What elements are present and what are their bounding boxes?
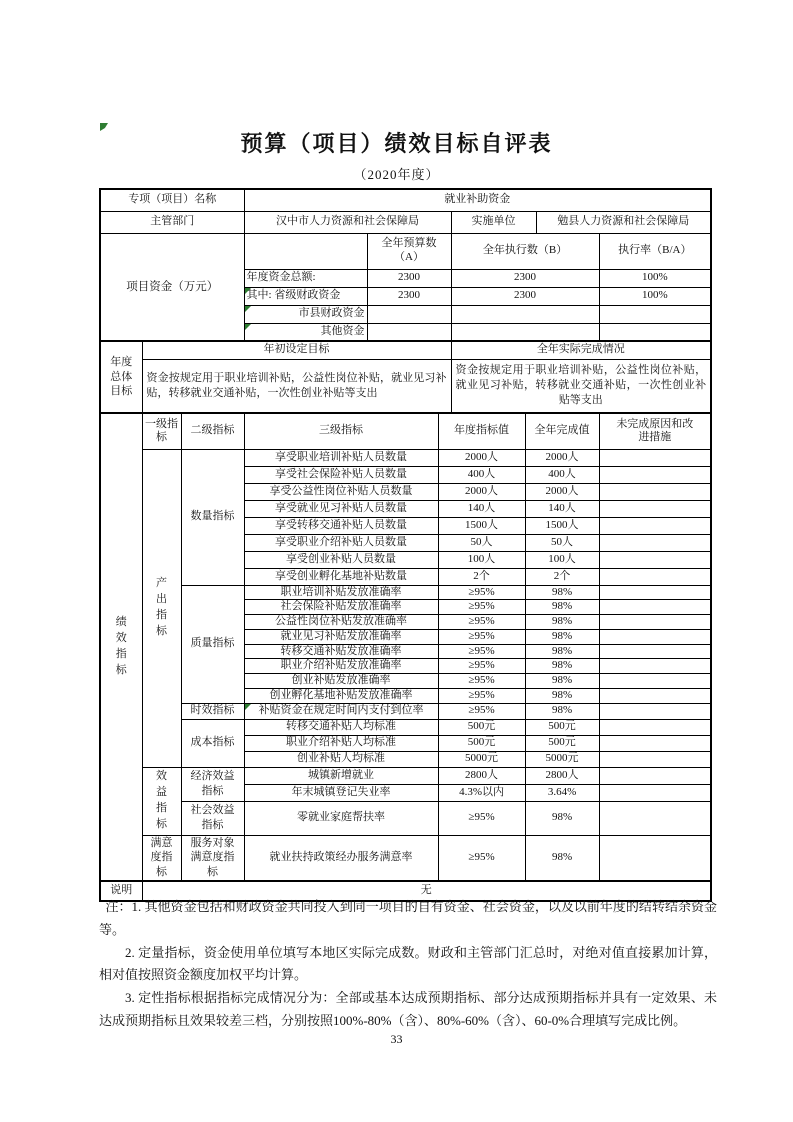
indicator-name: 享受职业培训补贴人员数量 xyxy=(244,449,438,466)
funding-row-label-text: 其中: 省级财政资金 xyxy=(246,289,341,302)
indicator-name: 享受职业介绍补贴人员数量 xyxy=(244,534,438,551)
funding-budget-value: 2300 xyxy=(367,287,451,305)
level2-economic-label xyxy=(181,767,244,801)
funding-executed-value xyxy=(451,323,599,341)
indicator-actual: 3.64% xyxy=(525,784,599,801)
indicator-reason xyxy=(599,615,711,630)
indicator-actual: 98% xyxy=(525,674,599,689)
indicator-target: 4.3%以内 xyxy=(438,784,525,801)
indicator-row xyxy=(100,449,711,466)
indicator-target: 1500人 xyxy=(438,517,525,534)
indicator-actual: 98% xyxy=(525,615,599,630)
level2-social-label xyxy=(181,801,244,835)
cell-flag-icon xyxy=(245,306,251,312)
cell-flag-icon xyxy=(245,704,251,710)
indicator-actual: 98% xyxy=(525,688,599,703)
indicator-name: 就业见习补贴发放准确率 xyxy=(244,629,438,644)
indicator-name: 享受转移交通补贴人员数量 xyxy=(244,517,438,534)
indicators-section-label-text: 绩效指标 xyxy=(115,616,127,676)
indicator-name: 转移交通补贴发放准确率 xyxy=(244,644,438,659)
annual-goal-label xyxy=(100,341,142,413)
indicator-name: 职业介绍补贴人均标准 xyxy=(244,735,438,751)
funding-executed-value xyxy=(451,305,599,323)
page-title: 预算（项目）绩效目标自评表 xyxy=(240,131,553,156)
level2-cost-label: 成本指标 xyxy=(181,719,244,767)
indicator-actual: 2000人 xyxy=(525,483,599,500)
indicator-name: 享受社会保险补贴人员数量 xyxy=(244,466,438,483)
funding-row-label xyxy=(244,323,367,341)
indicator-reason xyxy=(599,801,711,835)
funding-rate-header: 执行率（B/A） xyxy=(599,233,711,269)
funding-row-label-text: 其他资金 xyxy=(320,324,365,337)
impl-unit-label: 实施单位 xyxy=(451,211,536,233)
project-name-label: 专项（项目）名称 xyxy=(100,189,244,211)
planned-goal-header: 年初设定目标 xyxy=(142,341,451,359)
indicators-header-row xyxy=(100,413,711,449)
indicator-actual: 140人 xyxy=(525,500,599,517)
indicator-actual: 400人 xyxy=(525,466,599,483)
indicator-row xyxy=(100,585,711,600)
indicator-target: ≥95% xyxy=(438,629,525,644)
funding-section-label: 项目资金（万元） xyxy=(100,233,244,341)
indicator-row xyxy=(100,835,711,881)
indicator-actual: 98% xyxy=(525,585,599,600)
annual-goal-content-row xyxy=(100,359,711,413)
header-level1: 一级指标 xyxy=(142,413,181,449)
indicator-actual: 98% xyxy=(525,801,599,835)
level2-service-label xyxy=(181,835,244,881)
funding-executed-value: 2300 xyxy=(451,287,599,305)
project-name-row xyxy=(100,189,711,211)
indicator-target: ≥95% xyxy=(438,600,525,615)
funding-row-label: 年度资金总额: xyxy=(244,269,367,287)
level2-timeliness-label: 时效指标 xyxy=(181,703,244,719)
indicator-actual: 500元 xyxy=(525,719,599,735)
header-reason: 未完成原因和改进措施 xyxy=(599,413,711,449)
indicator-name: 享受创业孵化基地补贴数量 xyxy=(244,568,438,585)
indicator-reason xyxy=(599,600,711,615)
indicator-reason xyxy=(599,688,711,703)
project-name-value: 就业补助资金 xyxy=(244,189,711,211)
indicator-row xyxy=(100,801,711,835)
annual-goal-label-text: 年度总体目标 xyxy=(110,355,133,398)
level1-output-label xyxy=(142,449,181,767)
indicator-target: 500元 xyxy=(438,719,525,735)
level2-economic-text: 经济效益指标 xyxy=(190,770,235,797)
indicator-reason xyxy=(599,674,711,689)
funding-budget-header: 全年预算数（A） xyxy=(367,233,451,269)
indicator-row xyxy=(100,703,711,719)
footnote-2: 2. 定量指标，资金使用单位填写本地区实际完成数。财政和主管部门汇总时，对绝对值直接累加计算，相对值按照资金额度加权平均计算。 xyxy=(99,944,717,983)
indicator-actual: 98% xyxy=(525,659,599,674)
indicator-reason xyxy=(599,719,711,735)
indicator-reason xyxy=(599,629,711,644)
indicator-reason xyxy=(599,585,711,600)
indicator-actual: 2800人 xyxy=(525,767,599,784)
indicator-actual: 100人 xyxy=(525,551,599,568)
funding-row-label xyxy=(244,287,367,305)
funding-budget-value: 2300 xyxy=(367,269,451,287)
indicator-name: 创业补贴发放准确率 xyxy=(244,674,438,689)
indicator-reason xyxy=(599,517,711,534)
level2-quality-label: 质量指标 xyxy=(181,585,244,703)
funding-rate-value xyxy=(599,323,711,341)
indicator-actual: 98% xyxy=(525,629,599,644)
indicator-target: ≥95% xyxy=(438,585,525,600)
indicator-target: ≥95% xyxy=(438,703,525,719)
funding-rate-value: 100% xyxy=(599,269,711,287)
indicator-reason xyxy=(599,551,711,568)
indicator-name: 就业扶持政策经办服务满意率 xyxy=(244,835,438,881)
indicator-name: 城镇新增就业 xyxy=(244,767,438,784)
indicator-target: 140人 xyxy=(438,500,525,517)
indicator-name: 转移交通补贴人均标准 xyxy=(244,719,438,735)
indicator-reason xyxy=(599,466,711,483)
indicator-reason xyxy=(599,735,711,751)
indicator-target: 100人 xyxy=(438,551,525,568)
indicator-name: 职业培训补贴发放准确率 xyxy=(244,585,438,600)
indicator-name: 创业孵化基地补贴发放准确率 xyxy=(244,688,438,703)
indicator-name: 年末城镇登记失业率 xyxy=(244,784,438,801)
indicator-target: 5000元 xyxy=(438,751,525,767)
level2-quantity-label: 数量指标 xyxy=(181,449,244,585)
indicator-actual: 1500人 xyxy=(525,517,599,534)
funding-row-label-text: 市县财政资金 xyxy=(298,307,365,320)
indicator-reason xyxy=(599,568,711,585)
indicator-reason xyxy=(599,659,711,674)
page-subtitle: （2020年度） xyxy=(353,167,440,182)
funding-rate-value xyxy=(599,305,711,323)
indicator-target: ≥95% xyxy=(438,615,525,630)
level2-social-text: 社会效益指标 xyxy=(190,804,235,831)
indicators-section-label xyxy=(100,413,142,881)
indicator-reason xyxy=(599,534,711,551)
indicator-target: 500元 xyxy=(438,735,525,751)
header-actual: 全年完成值 xyxy=(525,413,599,449)
indicator-actual: 2000人 xyxy=(525,449,599,466)
indicator-reason xyxy=(599,449,711,466)
funding-executed-header: 全年执行数（B） xyxy=(451,233,599,269)
funding-empty-header xyxy=(244,233,367,269)
indicator-actual: 50人 xyxy=(525,534,599,551)
indicator-name: 零就业家庭帮扶率 xyxy=(244,801,438,835)
funding-header-row xyxy=(100,233,711,269)
indicator-target: ≥95% xyxy=(438,659,525,674)
header-level3: 三级指标 xyxy=(244,413,438,449)
remark-value: 无 xyxy=(142,881,711,901)
indicator-reason xyxy=(599,500,711,517)
indicator-target: ≥95% xyxy=(438,688,525,703)
indicator-target: ≥95% xyxy=(438,801,525,835)
level1-output-text: 产出指标 xyxy=(156,577,167,637)
indicator-name: 享受公益性岗位补贴人员数量 xyxy=(244,483,438,500)
indicator-actual: 500元 xyxy=(525,735,599,751)
indicator-row xyxy=(100,719,711,735)
indicator-reason xyxy=(599,767,711,784)
indicator-actual: 98% xyxy=(525,644,599,659)
annual-goal-header-row xyxy=(100,341,711,359)
indicator-name-text: 补贴资金在规定时间内支付到位率 xyxy=(258,704,424,717)
indicator-name: 公益性岗位补贴发放准确率 xyxy=(244,615,438,630)
indicator-name: 享受就业见习补贴人员数量 xyxy=(244,500,438,517)
indicator-name: 社会保险补贴发放准确率 xyxy=(244,600,438,615)
footnote-1: 注：1. 其他资金包括和财政资金共同投入到同一项目的自有资金、社会资金，以及以前年度的结转结余资金等。 xyxy=(99,899,717,937)
level1-satisfaction-text: 满意度指标 xyxy=(150,836,173,879)
indicator-actual: 98% xyxy=(525,703,599,719)
page-number: 33 xyxy=(390,1032,403,1046)
funding-row-label xyxy=(244,305,367,323)
remark-label: 说明 xyxy=(100,881,142,901)
indicator-reason xyxy=(599,835,711,881)
funding-budget-value xyxy=(367,305,451,323)
indicator-row xyxy=(100,767,711,784)
indicator-name: 职业介绍补贴发放准确率 xyxy=(244,659,438,674)
actual-goal-text: 资金按规定用于职业培训补贴，公益性岗位补贴，就业见习补贴，转移就业交通补贴，一次性创业补贴等支出 xyxy=(451,359,711,413)
cell-flag-icon xyxy=(245,324,251,330)
funding-budget-value xyxy=(367,323,451,341)
funding-executed-value: 2300 xyxy=(451,269,599,287)
department-row xyxy=(100,211,711,233)
indicator-target: ≥95% xyxy=(438,674,525,689)
footnotes xyxy=(99,896,717,1033)
self-evaluation-table xyxy=(99,188,712,902)
dept-label: 主管部门 xyxy=(100,211,244,233)
indicator-target: 400人 xyxy=(438,466,525,483)
indicator-target: ≥95% xyxy=(438,835,525,881)
planned-goal-text: 资金按规定用于职业培训补贴，公益性岗位补贴，就业见习补贴，转移就业交通补贴，一次性创业补贴等支出 xyxy=(142,359,451,413)
indicator-reason xyxy=(599,784,711,801)
actual-goal-header: 全年实际完成情况 xyxy=(451,341,711,359)
funding-rate-value: 100% xyxy=(599,287,711,305)
indicator-name: 创业补贴人均标准 xyxy=(244,751,438,767)
indicator-reason xyxy=(599,483,711,500)
indicator-name: 享受创业补贴人员数量 xyxy=(244,551,438,568)
header-level2: 二级指标 xyxy=(181,413,244,449)
indicator-target: ≥95% xyxy=(438,644,525,659)
indicator-target: 50人 xyxy=(438,534,525,551)
header-target: 年度指标值 xyxy=(438,413,525,449)
indicator-target: 2000人 xyxy=(438,449,525,466)
indicator-reason xyxy=(599,703,711,719)
indicator-target: 2个 xyxy=(438,568,525,585)
impl-unit-value: 勉县人力资源和社会保障局 xyxy=(536,211,711,233)
indicator-actual: 5000元 xyxy=(525,751,599,767)
cell-flag-icon xyxy=(245,288,251,294)
indicator-target: 2800人 xyxy=(438,767,525,784)
indicator-actual: 98% xyxy=(525,835,599,881)
indicator-actual: 98% xyxy=(525,600,599,615)
indicator-name xyxy=(244,703,438,719)
indicator-reason xyxy=(599,644,711,659)
indicator-actual: 2个 xyxy=(525,568,599,585)
footnote-3: 3. 定性指标根据指标完成情况分为：全部或基本达成预期指标、部分达成预期指标并具有一定效果、未达成预期指标且效果较差三档，分别按照100%-80%（含）、80%-60%（含）、60-0%合理填写完成比例。 xyxy=(99,990,717,1028)
indicator-reason xyxy=(599,751,711,767)
level1-satisfaction-label xyxy=(142,835,181,881)
indicator-target: 2000人 xyxy=(438,483,525,500)
dept-value: 汉中市人力资源和社会保障局 xyxy=(244,211,451,233)
level2-service-text: 服务对象满意度指标 xyxy=(190,837,235,878)
level1-benefit-text: 效益指标 xyxy=(156,770,167,830)
level1-benefit-label xyxy=(142,767,181,835)
